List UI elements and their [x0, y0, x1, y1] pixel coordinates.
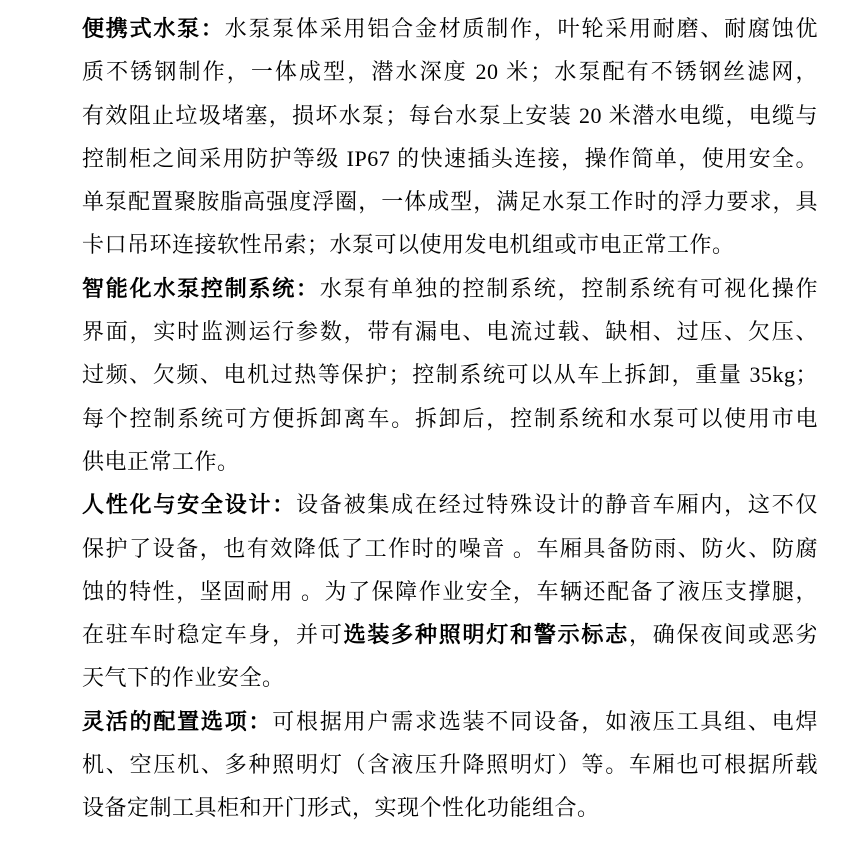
text-run: 机、空压机、多种照明灯（含液压升降照明灯）等。车厢也可根据所载	[82, 752, 818, 778]
bullet-list	[82, 7, 818, 830]
bullet-item	[82, 267, 818, 483]
text-run: 设备被集成在经过特殊设计的静音车厢内，这不仅	[296, 492, 818, 518]
bold-emphasis: 选装多种照明灯和警示标志	[343, 622, 629, 648]
text-run: 有效阻止垃圾堵塞，损坏水泵；每台水泵上安装 20 米潜水电缆，电缆与	[82, 102, 818, 128]
text-run: 过频、欠频、电机过热等保护；控制系统可以从车上拆卸，重量 35kg；	[82, 362, 818, 388]
bullet-line	[82, 180, 818, 223]
text-run: 可根据用户需求选装不同设备，如液压工具组、电焊	[272, 708, 818, 734]
text-run: 水泵有单独的控制系统，控制系统有可视化操作	[319, 275, 818, 301]
text-run: 水泵泵体采用铝合金材质制作，叶轮采用耐磨、耐腐蚀优	[224, 16, 818, 41]
text-run: 卡口吊环连接软性吊索；水泵可以使用发电机组或市电正常工作。	[82, 232, 735, 258]
bullet-term: 人性化与安全设计：	[82, 492, 297, 518]
bullet-line	[82, 267, 818, 310]
bullet-item	[82, 483, 818, 699]
bullet-line	[82, 397, 818, 440]
bullet-line	[82, 440, 818, 483]
text-run: 在驻车时稳定车身，并可	[82, 622, 344, 648]
bullet-item	[82, 700, 818, 830]
bullet-line	[82, 353, 818, 396]
bullet-item	[82, 7, 818, 267]
bullet-line	[82, 786, 818, 829]
text-run: 天气下的作业安全。	[82, 665, 285, 691]
bullet-line	[82, 656, 818, 699]
text-run: 质不锈钢制作，一体成型，潜水深度 20 米；水泵配有不锈钢丝滤网，	[82, 59, 818, 85]
bullet-line	[82, 223, 818, 266]
bullet-line	[82, 50, 818, 93]
bullet-line	[82, 743, 818, 786]
bullet-line	[82, 613, 818, 656]
text-run: 界面，实时监测运行参数，带有漏电、电流过载、缺相、过压、欠压、	[82, 319, 818, 345]
bullet-line	[82, 310, 818, 353]
text-run: 保护了设备，也有效降低了工作时的噪音 。车厢具备防雨、防火、防腐	[82, 535, 818, 561]
bullet-term: 智能化水泵控制系统：	[82, 275, 320, 301]
text-run: 设备定制工具柜和开门形式，实现个性化功能组合。	[82, 795, 600, 821]
bullet-line	[82, 700, 818, 743]
text-run: 供电正常工作。	[82, 448, 240, 474]
bullet-line	[82, 483, 818, 526]
bullet-term: 灵活的配置选项：	[82, 708, 273, 734]
bullet-term: 便携式水泵：	[82, 16, 225, 41]
bullet-line	[82, 137, 818, 180]
text-run: 单泵配置聚胺脂高强度浮圈，一体成型，满足水泵工作时的浮力要求，具	[82, 189, 818, 215]
bullet-line	[82, 7, 818, 50]
text-run: 控制柜之间采用防护等级 IP67 的快速插头连接，操作简单，使用安全。	[82, 145, 818, 171]
bullet-line	[82, 527, 818, 570]
text-run: 每个控制系统可方便拆卸离车。拆卸后，控制系统和水泵可以使用市电	[82, 405, 818, 431]
text-run: 蚀的特性，坚固耐用 。为了保障作业安全，车辆还配备了液压支撑腿，	[82, 578, 818, 604]
bullet-line	[82, 570, 818, 613]
bullet-line	[82, 94, 818, 137]
text-run: ，确保夜间或恶劣	[629, 622, 818, 648]
